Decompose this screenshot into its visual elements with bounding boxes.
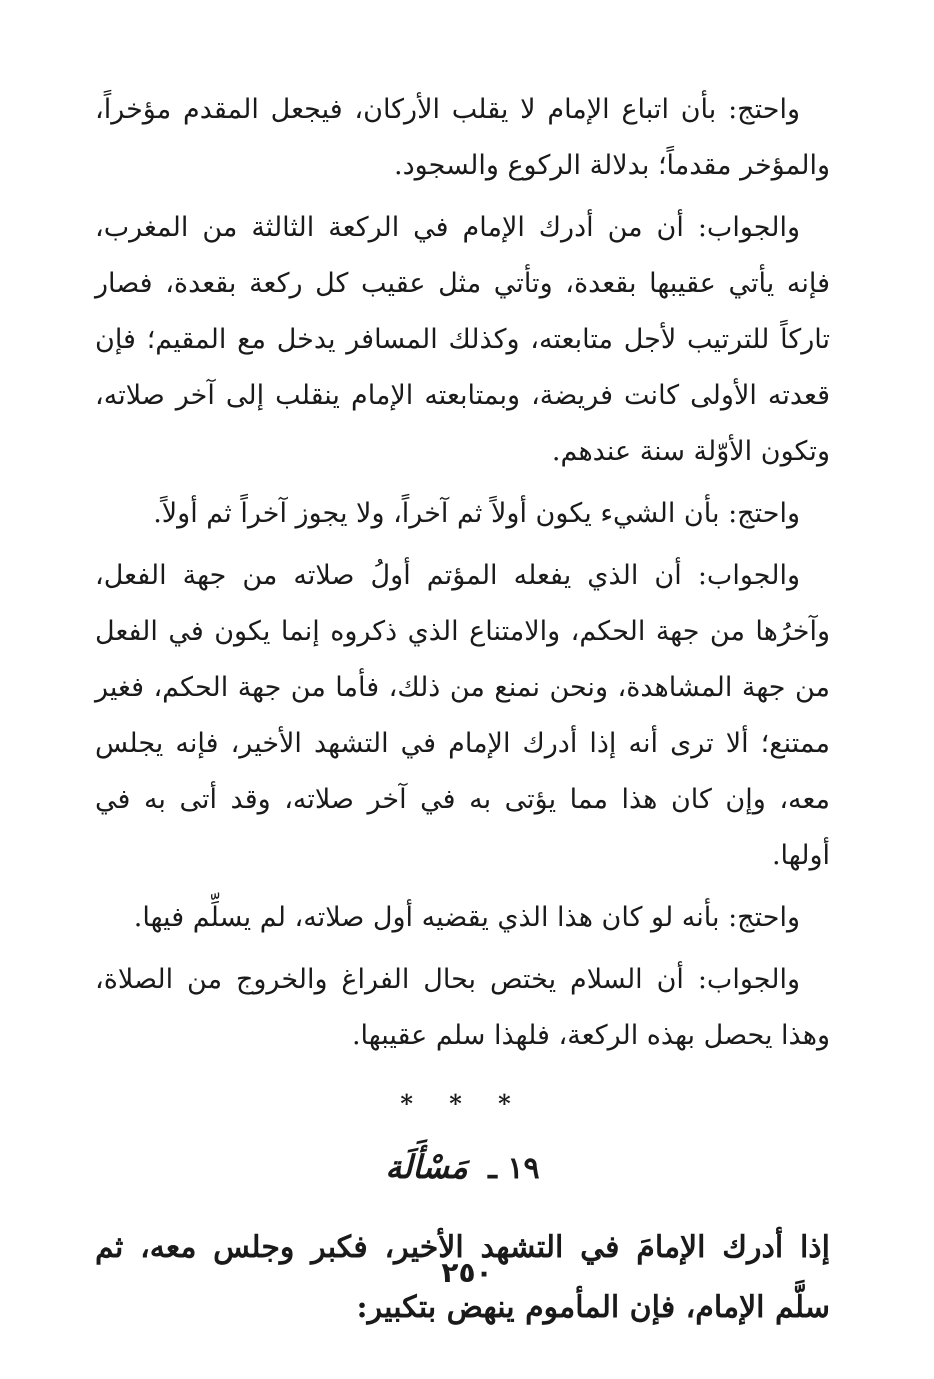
masala-number: ١٩ ـ bbox=[488, 1151, 540, 1186]
paragraph-3-text: واحتج: بأن الشيء يكون أولاً ثم آخراً، ولا يجوز آخراً ثم أولاً. bbox=[153, 498, 800, 529]
paragraph-1-text: واحتج: بأن اتباع الإمام لا يقلب الأركان، فيجعل المقدم مؤخراً، والمؤخر مقدماً؛ بدلالة الركوع والسجود. bbox=[95, 94, 830, 181]
paragraph-2-text: والجواب: أن من أدرك الإمام في الركعة الثالثة من المغرب، فإنه يأتي عقيبها بقعدة، وتأتي مثل عقيب كل ركعة بقعدة، فصار تاركاً للترتيب لأجل متابعته، وكذلك المسافر يدخل مع المقيم؛ فإن قعدته الأولى كانت فريضة، وبمتابعته الإمام ينقلب إلى آخر صلاته، وتكون الأوّلة سنة عندهم. bbox=[95, 212, 830, 467]
section-separator: * * * bbox=[400, 1089, 525, 1118]
masala-heading bbox=[95, 1142, 830, 1194]
paragraph-5-text: واحتج: بأنه لو كان هذا الذي يقضيه أول صلاته، لم يسلِّم فيها. bbox=[133, 902, 800, 933]
paragraph-5 bbox=[95, 890, 830, 946]
masala-statement: إذا أدرك الإمامَ في التشهد الأخير، فكبر وجلس معه، ثم سلَّم الإمام، فإن المأموم ينهض بتكبير: bbox=[95, 1230, 830, 1325]
paragraph-3 bbox=[95, 486, 830, 542]
paragraph-2 bbox=[95, 200, 830, 480]
masala-title: مَسْأَلَة bbox=[385, 1148, 468, 1186]
page-number: ٢٥٠ bbox=[441, 1256, 493, 1289]
paragraph-4-text: والجواب: أن الذي يفعله المؤتم أولُ صلاته من جهة الفعل، وآخرُها من جهة الحكم، والامتناع الذي ذكروه إنما يكون في الفعل من جهة المشاهدة، ونحن نمنع من ذلك، فأما من جهة الحكم، فغير ممتنع؛ ألا ترى أنه إذا أدرك الإمام في التشهد الأخير، فإنه يجلس معه، وإن كان هذا مما يؤتى به في آخر صلاته، وقد أتى به في أولها. bbox=[95, 560, 830, 871]
paragraph-4 bbox=[95, 548, 830, 884]
page-content bbox=[95, 82, 830, 1368]
paragraph-6-text: والجواب: أن السلام يختص بحال الفراغ والخروج من الصلاة، وهذا يحصل بهذه الركعة، فلهذا سلم عقيبها. bbox=[95, 964, 830, 1051]
paragraph-1 bbox=[95, 82, 830, 194]
paragraph-6 bbox=[95, 952, 830, 1064]
